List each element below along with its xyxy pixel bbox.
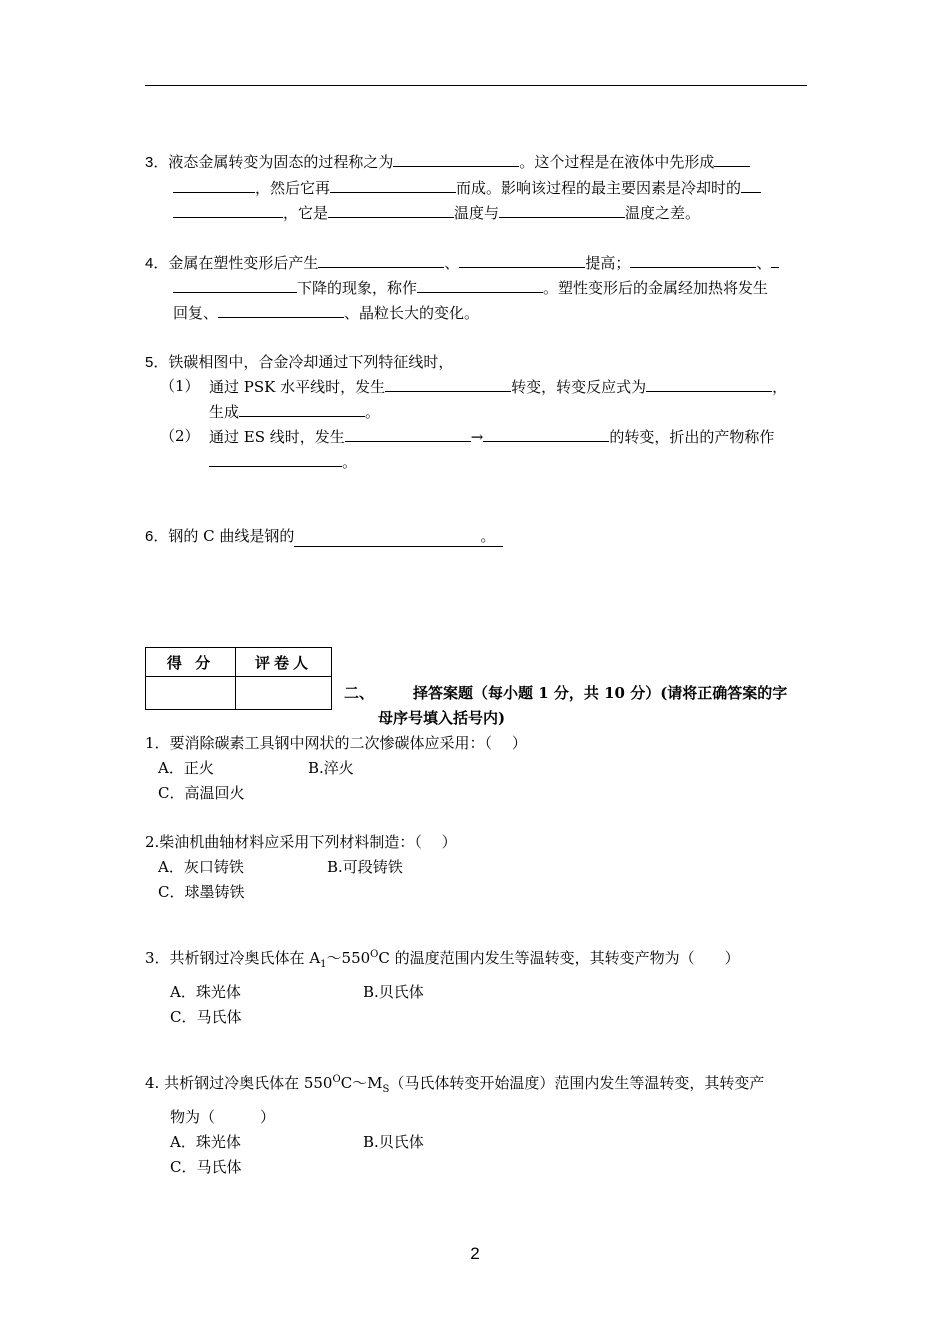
grader-cell[interactable] <box>236 677 332 710</box>
q5-sub1-line2: 生成 。 <box>209 403 381 421</box>
answer-blank[interactable] <box>646 376 772 392</box>
header-rule <box>145 85 807 86</box>
mc1-option-c[interactable]: C．高温回火 <box>158 784 245 802</box>
q6-line: 6．钢的 C 曲线是钢的 。 <box>145 526 503 547</box>
mc3-option-b[interactable]: B.贝氏体 <box>363 983 424 1001</box>
mc4-question: 4. 共析钢过冷奥氏体在 $550^OC\sim M_S$（马氏体转变开始温度）范围内发生等温转变，其转变产 <box>145 1074 765 1095</box>
grader-header: 评卷人 <box>236 648 332 677</box>
answer-blank[interactable] <box>218 302 344 318</box>
mc1-option-b[interactable]: B.淬火 <box>308 759 354 777</box>
answer-blank[interactable] <box>239 401 365 417</box>
answer-blank[interactable] <box>173 277 297 293</box>
answer-blank[interactable] <box>459 252 585 268</box>
q5-sub1-number: （1） <box>160 377 200 395</box>
q5-intro: 5．铁碳相图中，合金冷却通过下列特征线时， <box>145 353 454 371</box>
mc4-question-line2: 物为（ ） <box>170 1108 276 1126</box>
mc3-option-a[interactable]: A．珠光体 <box>170 983 241 1001</box>
q3-line2: ，然后它再 而成。影响该过程的最主要因素是冷却时的 <box>173 177 761 198</box>
q4-line1: 4．金属在塑性变形后产生 、 提高； 、 <box>145 252 779 274</box>
answer-blank[interactable] <box>294 526 480 541</box>
q3-line3: ，它是 温度与 温度之差。 <box>173 202 700 223</box>
section2-title-line2: 母序号填入括号内) <box>378 709 506 727</box>
page-number: 2 <box>470 1244 480 1263</box>
answer-blank[interactable] <box>209 451 342 467</box>
mc2-option-c[interactable]: C．球墨铸铁 <box>158 883 245 901</box>
answer-blank[interactable] <box>385 376 511 392</box>
answer-blank[interactable] <box>330 177 456 193</box>
q3-text-1a: 液态金属转变为固态的过程称之为 <box>168 153 394 171</box>
mc2-option-b[interactable]: B.可段铸铁 <box>327 858 403 876</box>
answer-blank[interactable] <box>499 202 625 218</box>
mc4-option-a[interactable]: A．珠光体 <box>170 1133 241 1151</box>
score-cell[interactable] <box>146 677 236 710</box>
answer-blank[interactable] <box>345 426 471 442</box>
answer-blank[interactable] <box>393 151 519 167</box>
mc3-question: 3．共析钢过冷奥氏体在 $A_1\sim 550^OC$ 的温度范围内发生等温转变，其转变产物为（ ） <box>145 949 740 970</box>
answer-blank[interactable] <box>318 252 444 268</box>
score-header: 得 分 <box>146 648 236 677</box>
section2-title-line1: 择答案题（每小题 1 分，共 10 分）(请将正确答案的字 <box>413 684 788 702</box>
arrow-icon: → <box>470 428 484 446</box>
answer-blank[interactable] <box>328 202 454 218</box>
mc1-option-a[interactable]: A．正火 <box>158 759 214 777</box>
q5-sub2-line1: 通过 ES 线时，发生 → 的转变，折出的产物称作 <box>209 428 775 446</box>
answer-blank[interactable] <box>771 252 779 268</box>
section2-number: 二、 <box>344 684 375 702</box>
mc4-option-b[interactable]: B.贝氏体 <box>363 1133 424 1151</box>
answer-blank[interactable] <box>173 177 255 193</box>
answer-blank[interactable] <box>483 426 609 442</box>
mc1-question: 1．要消除碳素工具钢中网状的二次惨碳体应采用：（ ） <box>145 734 527 752</box>
q5-sub2-number: （2） <box>160 427 200 445</box>
answer-blank[interactable] <box>630 252 756 268</box>
q3-line1: 3．液态金属转变为固态的过程称之为 。这个过程是在液体中先形成 <box>145 151 750 173</box>
mc2-option-a[interactable]: A．灰口铸铁 <box>158 858 244 876</box>
answer-blank[interactable] <box>173 202 283 218</box>
q5-sub2-line2: 。 <box>209 451 357 472</box>
mc3-option-c[interactable]: C．马氏体 <box>170 1008 242 1026</box>
answer-blank[interactable] <box>714 151 750 167</box>
q4-line3: 回复、 、晶粒长大的变化。 <box>173 304 480 322</box>
q5-sub1-line1: 通过 PSK 水平线时，发生 转变，转变反应式为 ， <box>209 378 788 396</box>
q4-line2: 下降的现象，称作 。塑性变形后的金属经加热将发生 <box>173 277 768 298</box>
answer-blank[interactable] <box>741 177 761 193</box>
mc4-option-c[interactable]: C．马氏体 <box>170 1158 242 1176</box>
answer-blank[interactable] <box>417 277 543 293</box>
mc2-question: 2.柴油机曲轴材料应采用下列材料制造：（ ） <box>145 833 457 851</box>
score-table <box>145 647 332 710</box>
